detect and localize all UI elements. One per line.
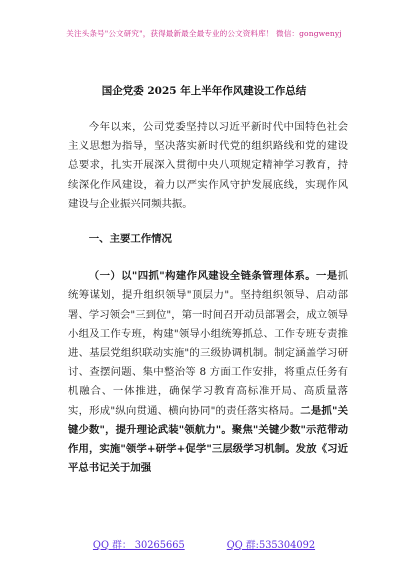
footer-qq-group-1[interactable]: QQ 群： 30265665 [92,540,185,551]
item-1-paragraph [68,267,348,478]
header-promo-note: 关注头条号"公文研究"，获得最新最全最专业的公文资料库！ 微信：gongwenyj [66,29,342,38]
section-heading-main-work: 一、主要工作情况 [88,233,172,246]
item-1-second-point: 二是抓"关键少数"，提升理论武装"领航力"。聚焦"关键少数"示范带动作用，实施"领学+研学+促学"三层级学习机制。发放《习近平总书记关于加强 [68,404,348,475]
item-1-lead: （一）以"四抓"构建作风建设全链条管理体系。一是 [88,270,338,283]
footer-qq-groups [0,537,408,551]
document-title: 国企党委 2025 年上半年作风建设工作总结 [101,85,307,97]
footer-qq-group-2[interactable]: QQ 群:535304092 [226,540,316,551]
intro-paragraph: 今年以来，公司党委坚持以习近平新时代中国特色社会主义思想为指导，坚决落实新时代党的组织路线和党的建设总要求，扎实开展深入贯彻中央八项规定精神学习教育，持续深化作风建设，着力以严实作风守护发展底线，实现作风建设与企业振兴同频共振。 [68,121,348,210]
item-1-text: 抓统筹谋划，提升组织领导"顶层力"。坚持组织领导、启动部署、学习领会"三到位"，第一时间召开动员部署会，成立领导小组及工作专班，构建"领导小组统筹抓总、工作专班专责推进、基层党组织联动实施"的三级协调机制。制定涵盖学习研讨、查摆问题、集中整治等 8 方面工作安排，将重点任务有机融合、一体推进，确保学习教育高标准开局、高质量落实，形成"纵向贯通、横向协同"的责任落实格局。 [68,270,348,417]
document-body [68,118,348,478]
